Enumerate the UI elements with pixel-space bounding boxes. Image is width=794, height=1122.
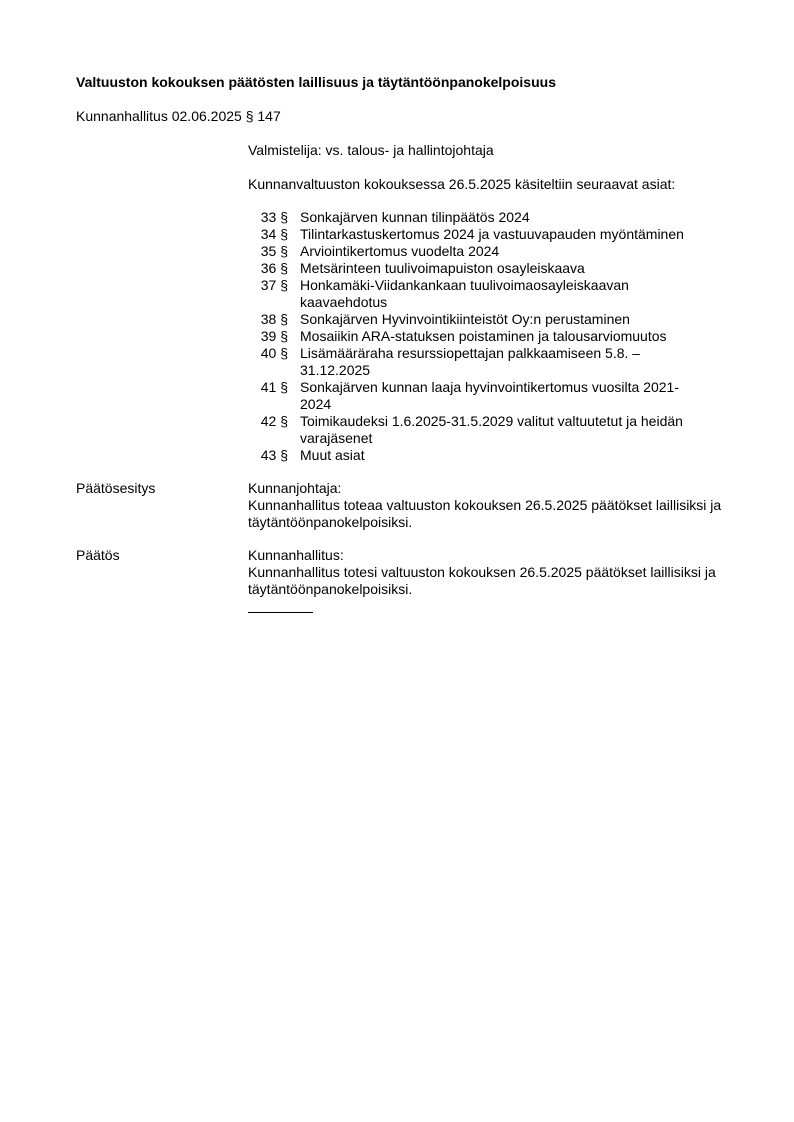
decision-text: Kunnanhallitus totesi valtuuston kokouksen 26.5.2025 päätökset laillisiksi ja täytäntöönpanokelpoisiksi. bbox=[248, 564, 716, 597]
agenda-item-number: 34 § bbox=[260, 226, 288, 242]
agenda-item-number: 41 § bbox=[260, 379, 288, 395]
document-title: Valtuuston kokouksen päätösten laillisuus ja täytäntöönpanokelpoisuus bbox=[76, 74, 556, 90]
agenda-item-number: 38 § bbox=[260, 311, 288, 327]
agenda-item-number: 36 § bbox=[260, 260, 288, 276]
decision-body: Kunnanhallitus: bbox=[248, 547, 344, 563]
agenda-item bbox=[248, 243, 708, 260]
agenda-item-text: Metsärinteen tuulivoimapuiston osayleiskaava bbox=[300, 260, 585, 276]
agenda-item-text: Lisämääräraha resurssiopettajan palkkaamiseen 5.8. – 31.12.2025 bbox=[300, 345, 641, 378]
agenda-item-text: Muut asiat bbox=[300, 447, 365, 463]
decision-label: Päätös bbox=[76, 547, 120, 563]
end-divider bbox=[248, 612, 313, 613]
agenda-item-text: Sonkajärven kunnan tilinpäätös 2024 bbox=[300, 209, 530, 225]
agenda-item-number: 33 § bbox=[260, 209, 288, 225]
meeting-reference: Kunnanhallitus 02.06.2025 § 147 bbox=[76, 108, 281, 124]
agenda-items-list bbox=[248, 209, 708, 464]
agenda-item bbox=[248, 209, 708, 226]
agenda-item bbox=[248, 311, 708, 328]
decision-section bbox=[248, 547, 738, 598]
proposal-presenter: Kunnanjohtaja: bbox=[248, 480, 342, 496]
agenda-item-number: 37 § bbox=[260, 277, 288, 293]
agenda-item-text: Honkamäki-Viidankankaan tuulivoimaosayleiskaavan kaavaehdotus bbox=[300, 277, 629, 310]
agenda-item bbox=[248, 447, 708, 464]
agenda-item-number: 40 § bbox=[260, 345, 288, 361]
agenda-item-number: 43 § bbox=[260, 447, 288, 463]
proposal-label: Päätösesitys bbox=[76, 480, 156, 496]
agenda-item bbox=[248, 226, 708, 243]
agenda-item-text: Sonkajärven Hyvinvointikiinteistöt Oy:n perustaminen bbox=[300, 311, 630, 327]
agenda-item bbox=[248, 379, 708, 413]
agenda-item-text: Mosaiikin ARA-statuksen poistaminen ja talousarviomuutos bbox=[300, 328, 667, 344]
preparer-line: Valmistelija: vs. talous- ja hallintojohtaja bbox=[248, 142, 494, 158]
agenda-item-text: Arviointikertomus vuodelta 2024 bbox=[300, 243, 500, 259]
agenda-item-text: Sonkajärven kunnan laaja hyvinvointikertomus vuosilta 2021-2024 bbox=[300, 379, 679, 412]
proposal-text: Kunnanhallitus toteaa valtuuston kokouksen 26.5.2025 päätökset laillisiksi ja täytäntöönpanokelpoisiksi. bbox=[248, 497, 722, 530]
intro-text: Kunnanvaltuuston kokouksessa 26.5.2025 käsiteltiin seuraavat asiat: bbox=[248, 176, 676, 192]
agenda-item bbox=[248, 328, 708, 345]
proposal-section bbox=[248, 480, 738, 531]
agenda-item-number: 42 § bbox=[260, 413, 288, 429]
agenda-item bbox=[248, 413, 708, 447]
agenda-item-text: Toimikaudeksi 1.6.2025-31.5.2029 valitut valtuutetut ja heidän varajäsenet bbox=[300, 413, 683, 446]
agenda-item bbox=[248, 260, 708, 277]
agenda-item bbox=[248, 277, 708, 311]
agenda-item-text: Tilintarkastuskertomus 2024 ja vastuuvapauden myöntäminen bbox=[300, 226, 684, 242]
agenda-item-number: 39 § bbox=[260, 328, 288, 344]
agenda-item-number: 35 § bbox=[260, 243, 288, 259]
agenda-item bbox=[248, 345, 708, 379]
